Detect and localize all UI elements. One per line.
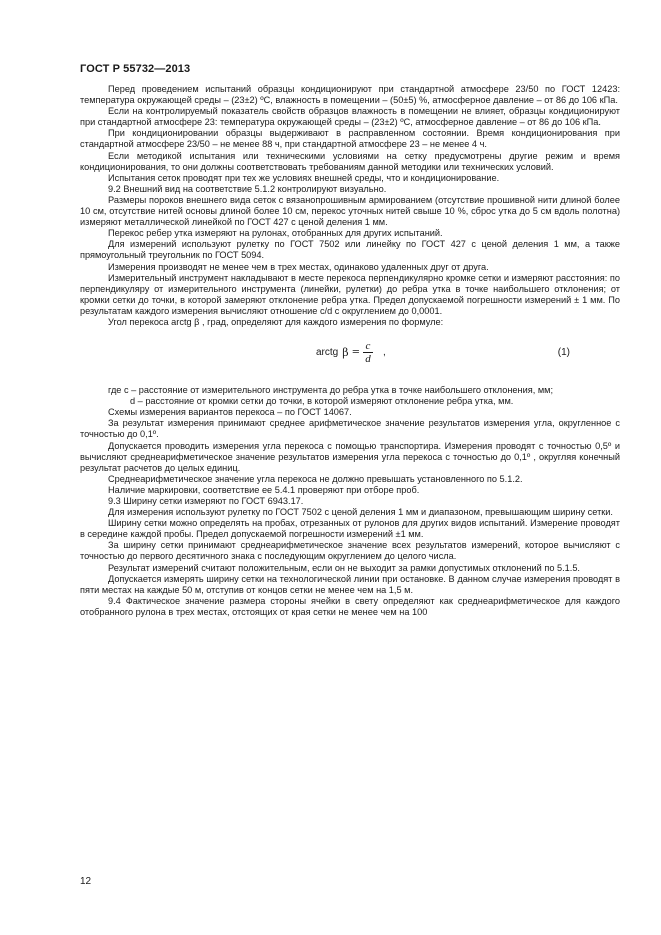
paragraph: Угол перекоса arctg β , град, определяют для каждого измерения по формуле:: [108, 316, 444, 327]
formula-numerator: c: [365, 340, 371, 353]
formula-variable: β: [342, 346, 349, 360]
paragraph: Если на контролируемый показатель свойств образцов влажность в помещении не влияет, образцы кондиционируют при стандартной атмосфере 23: температура окружающей среды – (23±2) ºС, атмосферное давление – от 86 до 106 кПа.: [80, 106, 620, 128]
paragraph: Перекос ребер утка измеряют на рулонах, отобранных для других испытаний.: [108, 228, 443, 239]
standard-header: ГОСТ Р 55732—2013: [80, 63, 191, 75]
paragraph: Допускается проводить измерения угла перекоса с помощью транспортира. Измерения проводят с точностью 0,5º и вычисляют среднеарифметическое значение результатов измерения угла перекоса с точностью до 0,1º , округляя конечный результат расчетов до целых единиц.: [80, 440, 620, 473]
formula-function: arctg: [316, 347, 339, 359]
paragraph: Схемы измерения вариантов перекоса – по ГОСТ 14067.: [108, 407, 352, 418]
paragraph: Если методикой испытания или техническими условиями на сетку предусмотрены другие режим и время кондиционирования, то они должны соответствовать требованиям данной методики или технических условий.: [80, 150, 620, 172]
page-content: [80, 84, 620, 618]
paragraph: При кондиционировании образцы выдерживают в расправленном состоянии. Время кондиционирования при стандартной атмосфере 23/50 – не менее 88 ч, при стандартной атмосфере 23 – не менее 4 ч.: [80, 128, 620, 150]
formula-fraction: [363, 340, 373, 365]
where-clause-continuation: d – расстояние от кромки сетки до точки, в которой измеряют отклонение ребра утка, мм.: [130, 396, 514, 407]
paragraph: За результат измерения принимают среднее арифметическое значение результатов измерения угла, округленное с точностью до 0,1º.: [80, 418, 620, 440]
paragraph: Для измерения используют рулетку по ГОСТ 7502 с ценой деления 1 мм и диапазоном, превышающим ширину сетки.: [108, 507, 613, 518]
paragraph: Измерительный инструмент накладывают в месте перекоса перпендикулярно кромке сетки и измеряют расстояния: по перпендикуляру от измерительного инструмента (линейки, рулетки) до ребра утка в точке наибольшего отклонения; от кромки сетки до точки, в которой замеряют отклонение ребра утка. Предел допускаемой погрешности измерений ± 1 мм. По результатам каждого измерения вычисляют отношение c/d с округлением до 0,0001.: [80, 272, 620, 316]
paragraph: Ширину сетки можно определять на пробах, отрезанных от рулонов для других видов испытаний. Измерение проводят в середине каждой пробы. Предел допускаемой погрешности измерений ±1 мм.: [80, 518, 620, 540]
section-9-2: 9.2 Внешний вид на соответствие 5.1.2 контролируют визуально.: [108, 183, 387, 194]
paragraph: Измерения производят не менее чем в трех местах, одинаково удаленных друг от друга.: [108, 261, 489, 272]
section-9-3: 9.3 Ширину сетки измеряют по ГОСТ 6943.17.: [108, 496, 304, 506]
formula-denominator: d: [365, 353, 371, 366]
formula-block: [80, 334, 620, 379]
formula-trailing: ,: [382, 347, 386, 359]
paragraph: Наличие маркировки, соответствие ее 5.4.1 проверяют при отборе проб.: [108, 484, 420, 495]
equation-number: (1): [557, 347, 570, 359]
paragraph: Перед проведением испытаний образцы кондиционируют при стандартной атмосфере 23/50 по ГОСТ 12423: температура окружающей среды – (23±2) ºС, влажность в помещении – (50±5) %, атмосферное давление – от 86 до 106 кПа.: [80, 84, 620, 106]
paragraph: Результат измерений считают положительным, если он не выходит за рамки допустимых отклонений по 5.1.5.: [108, 562, 580, 573]
paragraph: Испытания сеток проводят при тех же условиях внешней среды, что и кондиционирование.: [108, 172, 500, 183]
where-clause: где c – расстояние от измерительного инструмента до ребра утка в точке наибольшего отклонения, мм;: [108, 385, 554, 396]
paragraph: Среднеарифметическое значение угла перекоса не должно превышать установленного по 5.1.2.: [108, 473, 523, 484]
section-9-4: 9.4 Фактическое значение размера стороны ячейки в свету определяют как среднеарифметическое для каждого отобранного рулона в трех местах, отстоящих от края сетки не менее чем на 100: [80, 595, 620, 617]
paragraph: Допускается измерять ширину сетки на технологической линии при остановке. В данном случае измерения проводят в пяти местах на каждые 50 м, отступив от концов сетки не менее чем на 1,5 м.: [80, 573, 620, 595]
paragraph: Размеры пороков внешнего вида сеток с вязанопрошивным армированием (отсутствие прошивной нити длиной более 10 см, отсутствие нитей основы длиной более 10 см, перекос уточных нитей свыше 10 %, сброс утка до 5 см вдоль полотна) измеряют металлической линейкой по ГОСТ 427 с ценой деления 1 мм.: [80, 194, 620, 228]
paragraph: За ширину сетки принимают среднеарифметическое значение всех результатов измерений, которое вычисляют с точностью до первого десятичного знака с последующим округлением до целого числа.: [80, 540, 620, 562]
page-number: 12: [80, 876, 92, 887]
formula-equals: =: [351, 347, 360, 359]
paragraph: Для измерений используют рулетку по ГОСТ 7502 или линейку по ГОСТ 427 с ценой деления 1 мм, а также прямоугольный треугольник по ГОСТ 5094.: [80, 239, 620, 261]
formula-expression: [316, 340, 386, 365]
